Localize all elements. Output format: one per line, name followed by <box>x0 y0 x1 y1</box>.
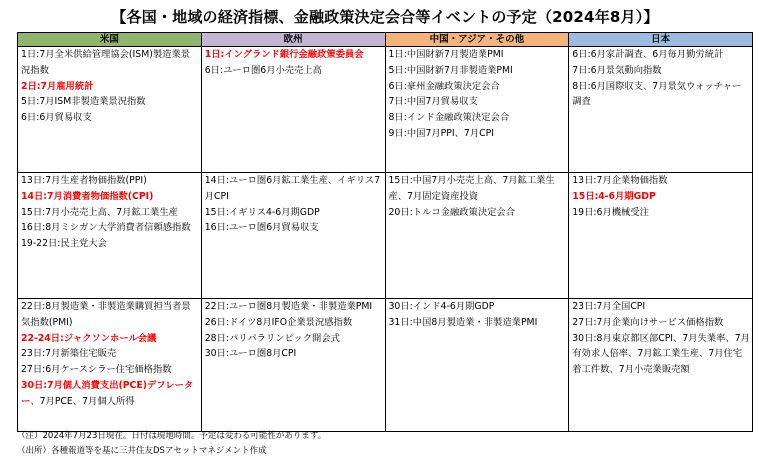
cell-japan <box>569 173 753 299</box>
event-item <box>389 94 567 110</box>
event-text: 23日:7月新築住宅販売 <box>21 348 117 360</box>
column-header-japan: 日本 <box>569 33 753 47</box>
event-item <box>389 126 567 142</box>
event-item <box>21 378 199 410</box>
event-text-highlighted: 30日:7月個人消費支出(PCE)デフレーター <box>21 379 194 407</box>
event-item <box>572 331 750 378</box>
event-item <box>205 299 383 315</box>
cell-asia <box>385 173 569 299</box>
event-item <box>21 205 199 221</box>
event-item <box>21 236 199 252</box>
event-item <box>389 205 567 221</box>
event-text: 9日:中国7月PPI、7月CPI <box>388 127 494 139</box>
event-text: 6日:豪州金融政策決定会合 <box>388 80 500 92</box>
event-text: 30日:インド4-6月期GDP <box>388 301 495 312</box>
cell-us <box>18 299 202 432</box>
event-text: 13日:7月企業物価指数 <box>572 175 668 186</box>
event-text-highlighted: 14日:7月消費者物価指数(CPI) <box>21 190 154 202</box>
event-text: 5日:中国財新7月非製造業PMI <box>388 64 513 76</box>
event-item <box>21 362 199 378</box>
event-text: 15日:7月小売売上高、7月鉱工業生産 <box>21 206 178 218</box>
event-item <box>21 79 199 95</box>
event-text: 7日:6月景気動向指数 <box>572 64 662 76</box>
event-item <box>572 315 750 331</box>
event-text: 30日:ユーロ圏8月CPI <box>204 348 297 360</box>
event-item <box>205 173 383 205</box>
event-item <box>205 47 383 63</box>
column-header-europe: 欧州 <box>201 33 385 47</box>
column-header-asia: 中国・アジア・その他 <box>385 33 569 47</box>
event-text: 13日:7月生産者物価指数(PPI) <box>21 175 147 186</box>
event-item <box>389 47 567 63</box>
event-text: 15日:イギリス4-6月期GDP <box>204 206 320 218</box>
event-item <box>389 79 567 95</box>
event-item <box>21 47 199 79</box>
event-item <box>572 47 750 63</box>
event-item <box>572 173 750 189</box>
cell-asia <box>385 299 569 432</box>
cell-europe <box>201 299 385 432</box>
cell-asia <box>385 47 569 173</box>
table-row <box>18 173 753 299</box>
event-text: 6日:6月貿易収支 <box>21 112 92 124</box>
event-item <box>21 110 199 126</box>
cell-us <box>18 173 202 299</box>
table-header-row <box>18 33 753 47</box>
event-item <box>205 220 383 236</box>
event-item <box>21 331 199 347</box>
event-item <box>205 346 383 362</box>
event-text: 30日:8月東京都区部CPI、7月失業率、7月有効求人倍率、7月鉱工業生産、7月住宅着工件数、7月小売業販売額 <box>572 332 750 376</box>
event-text: 19日:6月機械受注 <box>572 206 649 218</box>
cell-europe <box>201 173 385 299</box>
event-text: 22日:ユーロ圏8月製造業・非製造業PMI <box>204 301 373 312</box>
event-text: 22日:8月製造業・非製造業購買担当者景気指数(PMI) <box>21 301 191 328</box>
event-text: 1日:7月全米供給管理協会(ISM)製造業景況指数 <box>21 49 191 76</box>
event-text: 31日:中国8月製造業・非製造業PMI <box>388 316 538 328</box>
event-item <box>389 173 567 205</box>
event-text: 20日:トルコ金融政策決定会合 <box>388 206 516 218</box>
event-item <box>205 331 383 347</box>
event-text: 27日:6月ケースシラー住宅価格指数 <box>21 364 172 376</box>
event-text: 23日:7月全国CPI <box>572 301 646 312</box>
event-item <box>21 94 199 110</box>
event-item <box>205 63 383 79</box>
event-text: 16日:8月ミシガン大学消費者信頼感指数 <box>21 222 191 234</box>
note-as-of: （注）2024年7月23日現在。日付は現地時間。予定は変わる可能性があります。 <box>17 431 327 441</box>
event-text: 1日:中国財新7月製造業PMI <box>388 49 504 60</box>
event-item <box>572 299 750 315</box>
cell-us <box>18 47 202 173</box>
event-text: 8日:インド金融政策決定会合 <box>388 112 510 124</box>
event-item <box>572 189 750 205</box>
cell-europe <box>201 47 385 173</box>
cell-japan <box>569 299 753 432</box>
event-text-highlighted: 15日:4-6月期GDP <box>572 190 656 202</box>
event-text: 8日:6月国際収支、7月景気ウォッチャー調査 <box>572 80 742 108</box>
event-item <box>21 220 199 236</box>
event-item <box>389 63 567 79</box>
event-item <box>21 299 199 331</box>
event-text: 6日:ユーロ圏6月小売売上高 <box>204 64 322 76</box>
event-item <box>21 189 199 205</box>
note-source: （出所）各種報道等を基に三井住友DSアセットマネジメント作成 <box>17 445 267 456</box>
event-item <box>21 173 199 189</box>
event-text: 19-22日:民主党大会 <box>21 238 107 250</box>
event-item <box>21 346 199 362</box>
event-item <box>389 315 567 331</box>
event-text-highlighted: 22-24日:ジャクソンホール会議 <box>21 332 157 344</box>
column-header-us: 米国 <box>18 33 202 47</box>
event-item <box>572 79 750 111</box>
cell-japan <box>569 47 753 173</box>
event-text: 7日:中国7月貿易収支 <box>388 96 478 108</box>
event-text: 6日:6月家計調査、6月毎月勤労統計 <box>572 49 724 60</box>
event-schedule-table <box>17 32 753 432</box>
event-text: 15日:中国7月小売売上高、7月鉱工業生産、7月固定資産投資 <box>388 175 555 202</box>
table-row <box>18 299 753 432</box>
event-text: 28日:パリパラリンピック開会式 <box>204 332 340 344</box>
event-item <box>389 299 567 315</box>
event-text: 27日:7月企業向けサービス価格指数 <box>572 316 724 328</box>
event-item <box>205 205 383 221</box>
page-title: 【各国・地域の経済指標、金融政策決定会合等イベントの予定（2024年8月）】 <box>111 8 659 26</box>
footnotes <box>17 429 326 458</box>
event-item <box>389 110 567 126</box>
event-text: 14日:ユーロ圏6月鉱工業生産、イギリス7月CPI <box>204 175 381 202</box>
event-item <box>205 315 383 331</box>
event-text: 26日:ドイツ8月IFO企業景況感指数 <box>204 316 353 328</box>
event-item <box>572 205 750 221</box>
event-text-highlighted: 1日:イングランド銀行金融政策委員会 <box>204 49 364 60</box>
event-text: 16日:ユーロ圏6月貿易収支 <box>204 222 319 234</box>
table-row <box>18 47 753 173</box>
event-text-highlighted: 2日:7月雇用統計 <box>21 80 94 92</box>
event-text: 5日:7月ISM非製造業景況指数 <box>21 96 146 108</box>
event-text-suffix: 、7月PCE、7月個人所得 <box>30 395 135 407</box>
event-item <box>572 63 750 79</box>
